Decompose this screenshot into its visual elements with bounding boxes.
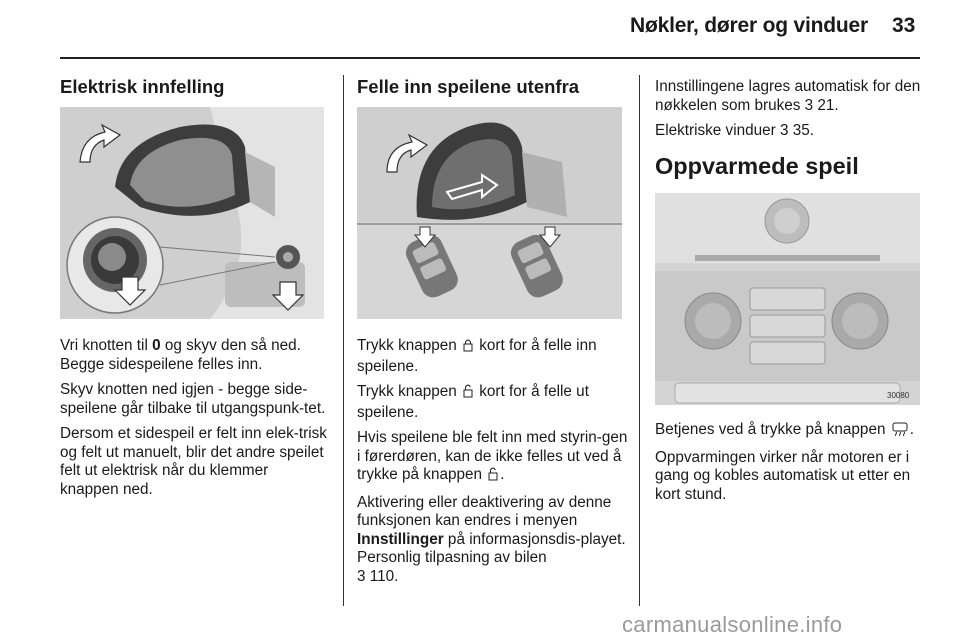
watermark: carmanualsonline.info xyxy=(622,612,843,637)
column-3 xyxy=(655,78,925,179)
paragraph: Elektriske vinduer 3 35. xyxy=(655,122,814,139)
menu-name: Innstillinger xyxy=(357,530,444,548)
paragraph: Trykk knappen kort for å felle ut speilene. xyxy=(357,383,589,421)
position-zero-label: 0 xyxy=(152,337,161,354)
mirror-switch-figure xyxy=(60,107,324,319)
section-heading: Elektrisk innfelling xyxy=(60,76,225,97)
column-1-text xyxy=(60,337,330,506)
heated-mirror-icon xyxy=(892,422,908,442)
column-2-text xyxy=(357,337,629,593)
unlock-icon xyxy=(463,384,473,404)
column-3-text xyxy=(655,421,927,511)
paragraph: Aktivering eller deaktivering av denne funksjonen kan endres i menyen Innstillinger på informasjonsdis-playet. Personlig tilpasning av bilen 3 110. xyxy=(357,493,626,585)
climate-panel-figure xyxy=(655,193,920,405)
page-reference[interactable]: 3 110. xyxy=(357,567,399,585)
paragraph: Hvis speilene ble felt inn med styrin-gen i førerdøren, kan de ikke felles ut ved å trykke på knappen . xyxy=(357,429,629,487)
page-header-title: Nøkler, dører og vinduer xyxy=(630,14,868,37)
column-2 xyxy=(357,78,627,97)
paragraph: Betjenes ved å trykke på knappen . xyxy=(655,421,927,442)
paragraph: Trykk knappen kort for å felle inn speilene. xyxy=(357,337,597,375)
paragraph: Vri knotten til 0 og skyv den så ned. Begge sidespeilene felles inn. xyxy=(60,337,301,373)
paragraph: Oppvarmingen virker når motoren er i gang og kobles automatisk ut etter en kort stund. xyxy=(655,448,911,503)
column-1 xyxy=(60,78,330,97)
lock-icon xyxy=(463,338,473,358)
column-divider xyxy=(343,75,344,606)
paragraph: Skyv knotten ned igjen - begge side-speilene går tilbake til utgangspunk-tet. xyxy=(60,381,326,417)
figure-number: 30080 xyxy=(887,391,910,400)
section-heading: Oppvarmede speil xyxy=(655,152,859,179)
paragraph: Dersom et sidespeil er felt inn elek-trisk og felt ut manuelt, blir det andre speilet felt ut elektrisk når du klemmer knappen ned. xyxy=(60,425,327,498)
key-remote-figure xyxy=(357,107,622,319)
section-heading: Felle inn speilene utenfra xyxy=(357,76,580,97)
unlock-icon xyxy=(488,467,498,487)
header-divider xyxy=(60,57,920,59)
page-number: 33 xyxy=(892,14,916,37)
paragraph: Innstillingene lagres automatisk for den nøkkelen som brukes 3 21. xyxy=(655,78,921,114)
column-divider xyxy=(639,75,640,606)
